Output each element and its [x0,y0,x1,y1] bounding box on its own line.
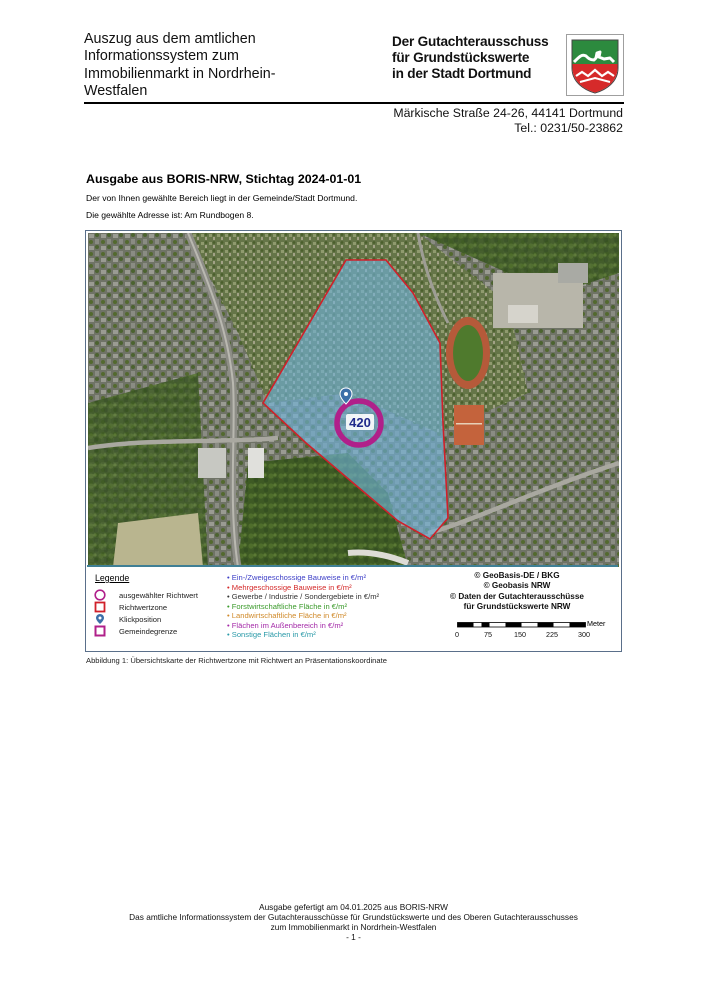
scale-unit: Meter [587,619,606,628]
header-left-title [84,31,314,100]
page-number: - 1 - [346,932,361,942]
richtwert-label[interactable]: 420 [349,415,371,430]
authority-line: für Grundstückswerte [392,50,530,65]
legend-entry [93,601,167,613]
address-text: Märkische Straße 24-26, 44141 Dortmund [393,106,623,120]
legend-entry [93,589,198,601]
usage-type-entry: • Flächen im Außenbereich in €/m² [227,620,344,630]
legend-label: Richtwertzone [119,602,168,612]
usage-type-entry: • Sonstige Flächen in €/m² [227,630,316,639]
scale-tick-label: 0 [455,630,459,639]
header-left-line: Westfalen [84,82,148,99]
legend-entry [93,613,161,625]
header-authority-title [392,34,562,82]
info-address: Die gewählte Adresse ist: Am Rundbogen 8. [86,210,254,220]
usage-type-entry: • Ein-/Zweigeschossige Bauweise in €/m² [227,573,366,582]
copyright-credits [437,571,597,612]
scale-tick-label: 75 [484,630,492,639]
nrw-coat-of-arms-icon [566,34,624,96]
legend-label: Gemeindegrenze [119,626,178,636]
footer-region-line: zum Immobilienmarkt in Nordrhein-Westfalen [270,922,437,932]
usage-type-entry: • Gewerbe / Industrie / Sondergebiete in €/m² [227,592,380,601]
page-footer [0,902,707,942]
header-address-block [393,106,623,136]
legend-title: Legende [95,573,130,583]
usage-type-entry: • Forstwirtschaftliche Fläche in €/m² [227,601,347,611]
value-zone-square-icon [93,601,107,613]
figure-caption: Abbildung 1: Übersichtskarte der Richtwertzone mit Richtwert an Präsentationskoordinate [86,656,387,665]
municipal-boundary-square-icon [93,625,107,637]
credit-line: © GeoBasis-DE / BKG [474,571,560,580]
map-legend [87,565,618,650]
scale-tick-label: 300 [578,630,590,639]
info-municipality: Der von Ihnen gewählte Bereich liegt in der Gemeinde/Stadt Dortmund. [86,193,358,203]
legend-entry [93,625,177,637]
header-left-line: Auszug aus dem amtlichen [84,31,256,47]
selected-value-ring-icon [93,589,107,601]
scale-bar-graphic [457,622,587,628]
scale-bar [457,620,617,650]
credit-line: für Grundstückswerte NRW [463,601,571,611]
credit-line: © Daten der Gutachterausschüsse [450,591,584,601]
credit-line: © Geobasis NRW [483,581,551,591]
click-position-pin-icon [93,613,107,625]
header-left-line: Immobilienmarkt in Nordrhein- [84,65,276,82]
legend-label: ausgewählter Richtwert [119,590,198,600]
scale-tick-label: 225 [546,630,558,639]
header-left-line: Informationssystem zum [84,48,239,65]
aerial-map-image[interactable] [88,233,619,567]
usage-type-entry: • Mehrgeschossige Bauweise in €/m² [227,582,352,592]
section-title: Ausgabe aus BORIS-NRW, Stichtag 2024-01-01 [86,172,362,186]
phone-text: Tel.: 0231/50-23862 [514,121,623,135]
authority-line: in der Stadt Dortmund [392,66,532,81]
header-divider [84,102,624,104]
footer-date-line: Ausgabe gefertigt am 04.01.2025 aus BORIS-NRW [259,902,448,912]
legend-label: Klickposition [119,614,162,624]
overview-map[interactable] [85,230,622,652]
scale-tick-label: 150 [514,630,526,639]
usage-type-entry: • Landwirtschaftliche Fläche in €/m² [227,611,347,620]
footer-system-line: Das amtliche Informationssystem der Gutachterausschüsse für Grundstückswerte und des Oberen Gutachterausschusses [129,912,578,922]
authority-line: Der Gutachterausschuss [392,34,549,49]
